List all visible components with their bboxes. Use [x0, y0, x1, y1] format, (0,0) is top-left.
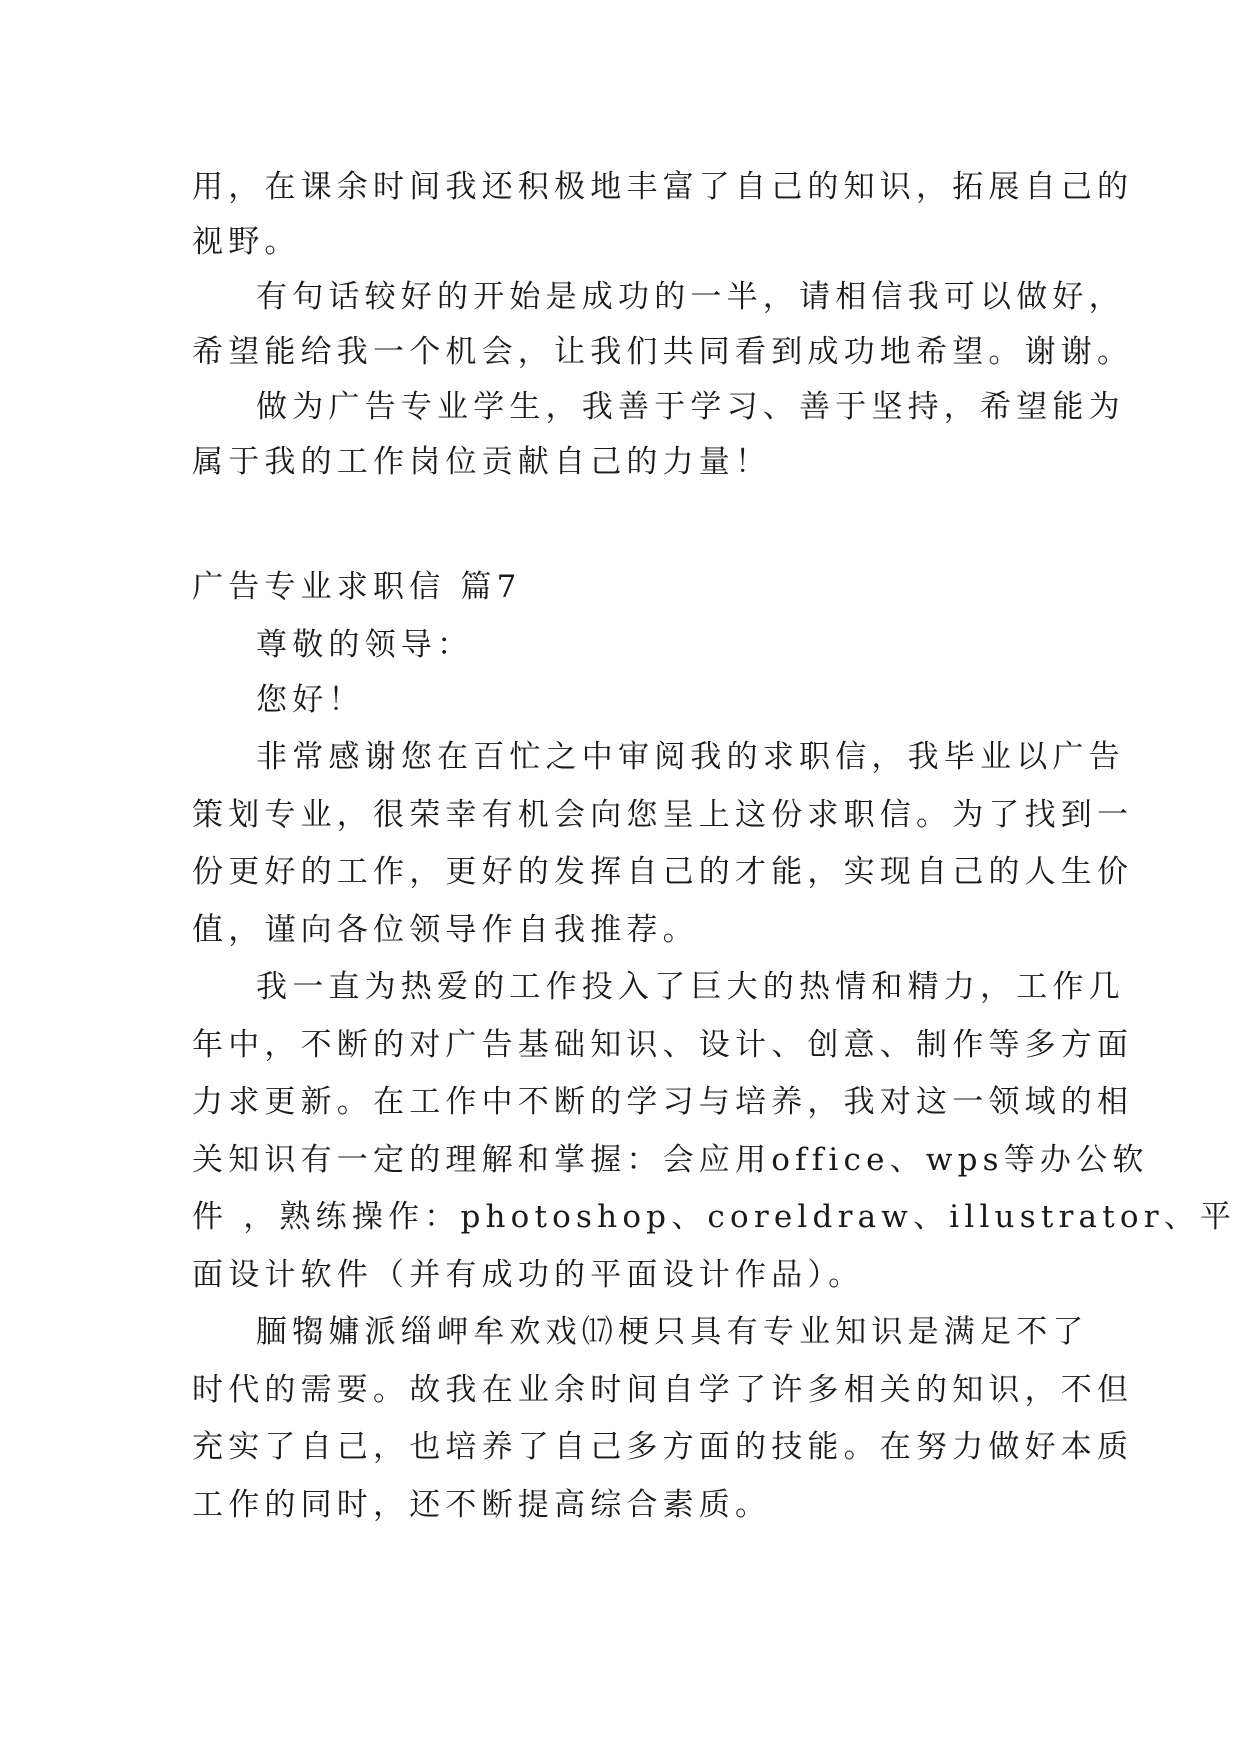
paragraph-line: 非常感谢您在百忙之中审阅我的求职信，我毕业以广告 — [256, 739, 1125, 775]
paragraph-line: 份更好的工作，更好的发挥自己的才能，实现自己的人生价 — [192, 854, 1134, 890]
paragraph-line: 力求更新。在工作中不断的学习与培养，我对这一领域的相 — [192, 1084, 1134, 1120]
section-title: 广告专业求职信 篇7 — [192, 569, 522, 605]
paragraph-line: 关知识有一定的理解和掌握：会应用office、wps等办公软 — [192, 1142, 1149, 1178]
paragraph-line: 我一直为热爱的工作投入了巨大的热情和精力，工作几 — [256, 969, 1125, 1005]
paragraph-line: 工作的同时，还不断提高综合素质。 — [192, 1487, 772, 1523]
paragraph-line: 腼犓嫞派缁岬牟欢戏⒄梗只具有专业知识是满足不了 — [256, 1314, 1089, 1350]
salutation: 尊敬的领导： — [256, 627, 474, 663]
paragraph-line: 时代的需要。故我在业余时间自学了许多相关的知识，不但 — [192, 1372, 1134, 1408]
paragraph-line: 属于我的工作岗位贡献自己的力量！ — [192, 444, 772, 480]
greeting: 您好！ — [256, 682, 365, 718]
paragraph-line: 用，在课余时间我还积极地丰富了自己的知识，拓展自己的 — [192, 169, 1134, 205]
paragraph-line: 希望能给我一个机会，让我们共同看到成功地希望。谢谢。 — [192, 334, 1134, 370]
paragraph-line: 有句话较好的开始是成功的一半，请相信我可以做好， — [256, 279, 1125, 315]
paragraph-line: 做为广告专业学生，我善于学习、善于坚持，希望能为 — [256, 389, 1125, 425]
paragraph-line: 年中，不断的对广告基础知识、设计、创意、制作等多方面 — [192, 1027, 1134, 1063]
paragraph-line: 件 ，熟练操作：photoshop、coreldraw、illustrator、平 — [192, 1199, 1237, 1235]
paragraph-line: 面设计软件（并有成功的平面设计作品）。 — [192, 1257, 865, 1293]
paragraph-line: 值，谨向各位领导作自我推荐。 — [192, 912, 699, 948]
paragraph-line: 充实了自己，也培养了自己多方面的技能。在努力做好本质 — [192, 1429, 1134, 1465]
paragraph-line: 策划专业，很荣幸有机会向您呈上这份求职信。为了找到一 — [192, 797, 1134, 833]
paragraph-line: 视野。 — [192, 224, 301, 260]
